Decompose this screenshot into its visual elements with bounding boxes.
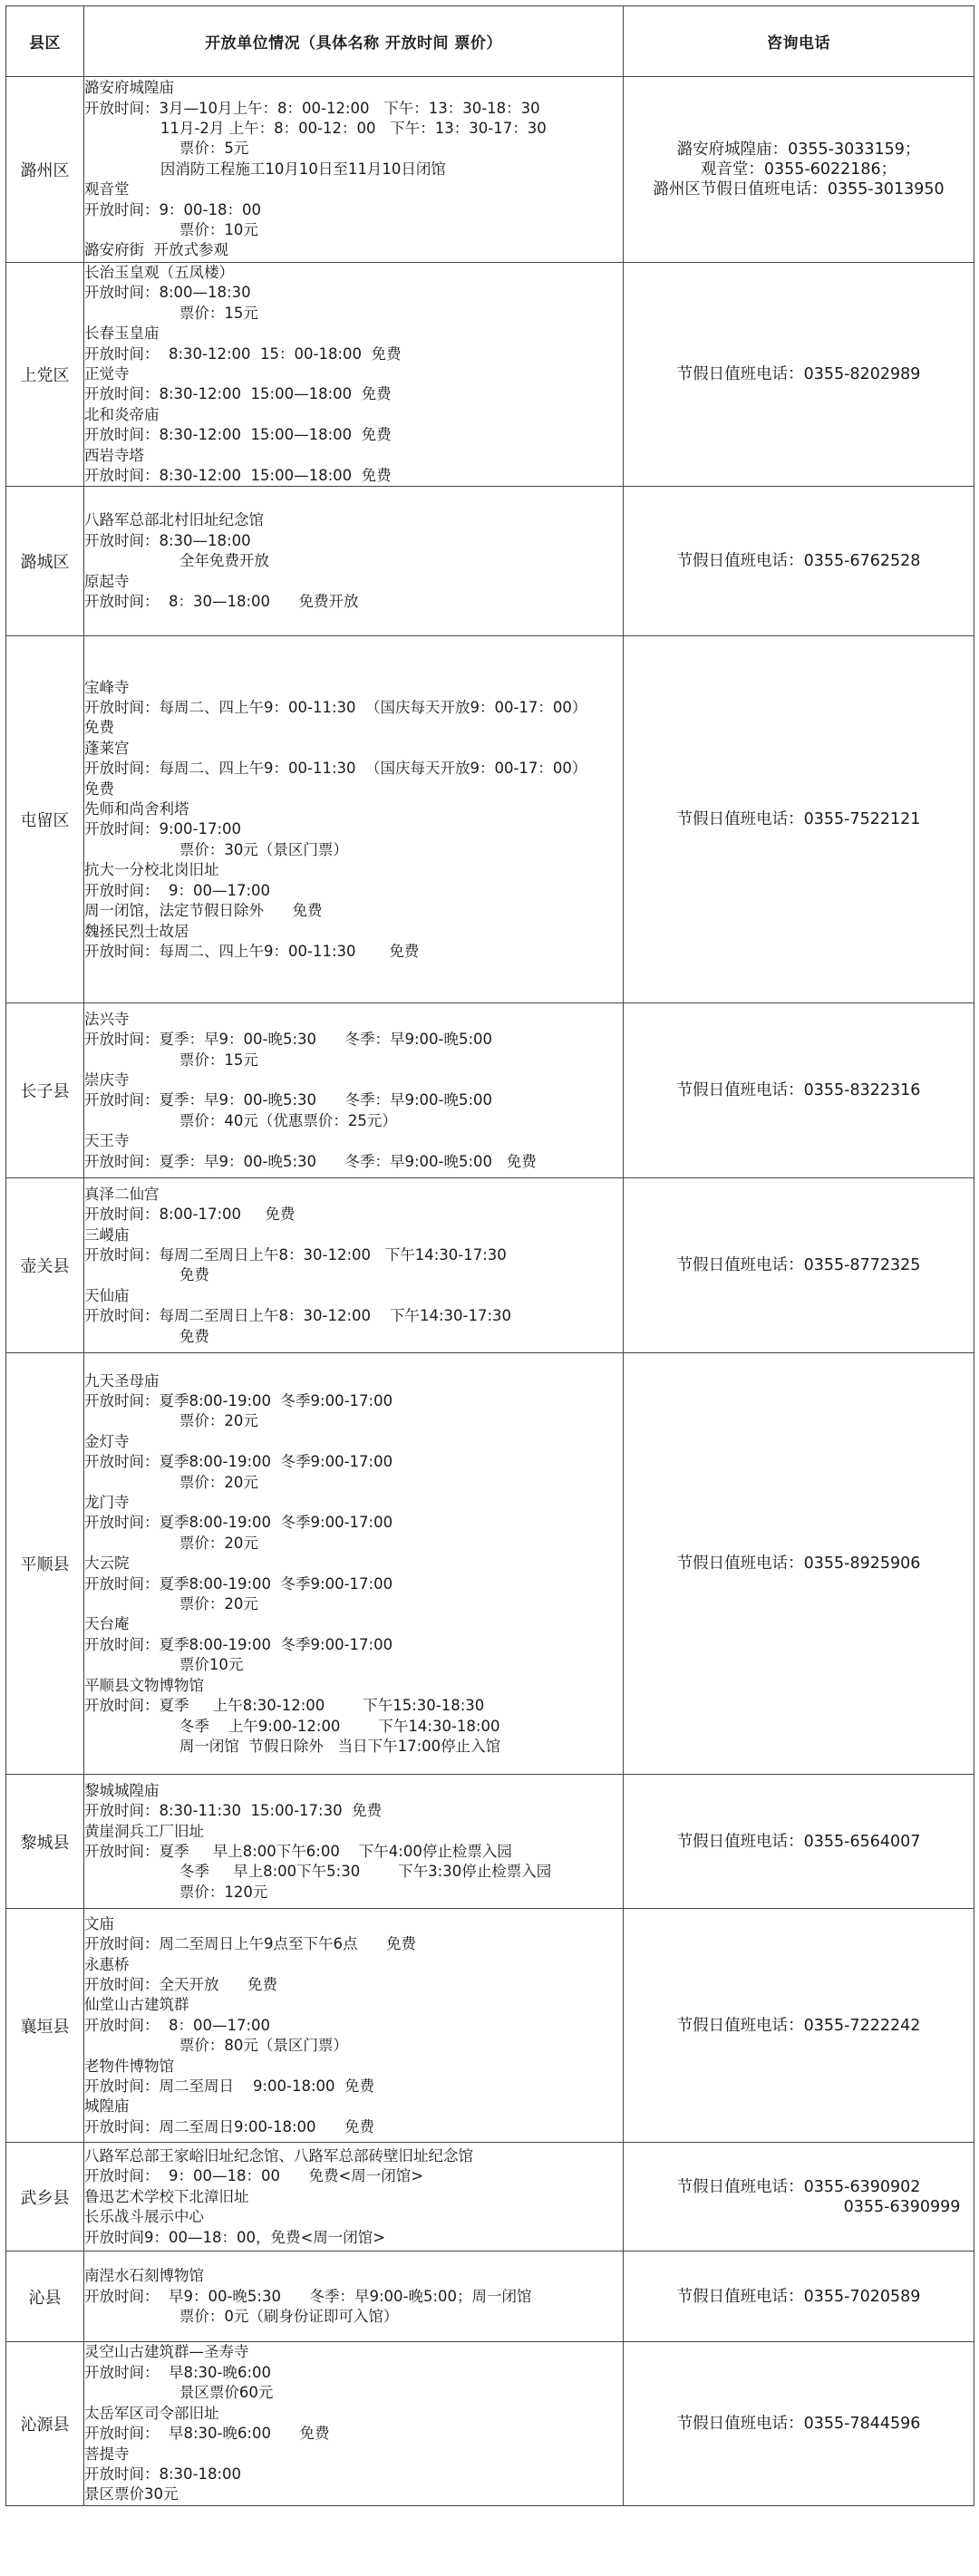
info-line: 开放时间：每周二、四上午9：00-11:30 免费 xyxy=(84,942,420,960)
info-line: 全年免费开放 xyxy=(84,552,269,570)
phone-cell xyxy=(624,1178,974,1353)
info-line: 开放时间：每周二至周日上午8：30-12:00 下午14:30-17:30 xyxy=(84,1246,507,1264)
info-line: 开放时间：8:30-12:00 15:00—18:00 免费 xyxy=(84,467,392,485)
info-line: 开放时间：全天开放 免费 xyxy=(84,1975,277,1993)
info-line: 长乐战斗展示中心 xyxy=(84,2208,204,2226)
info-line: 崇庆寺 xyxy=(84,1071,130,1089)
info-line: 票价：20元 xyxy=(84,1412,258,1430)
info-line: 开放时间：夏季 早上8:00下午6:00 下午4:00停止检票入园 xyxy=(84,1842,512,1860)
county-cell: 平顺县 xyxy=(6,1353,84,1775)
info-line: 票价：10元 xyxy=(84,221,258,239)
info-line: 开放时间：每周二、四上午9：00-11:30 （国庆每天开放9：00-17：00） xyxy=(84,760,587,778)
info-line: 菩提寺 xyxy=(84,2445,130,2463)
header-phone: 咨询电话 xyxy=(624,6,974,77)
info-line: 开放时间： 9：00—17:00 xyxy=(84,881,271,899)
info-line: 抗大一分校北岗旧址 xyxy=(84,861,219,879)
table-row xyxy=(6,2143,974,2252)
info-cell xyxy=(84,77,624,263)
info-line: 开放时间：夏季8:00-19:00 冬季9:00-17:00 xyxy=(84,1574,393,1593)
phone-line: 潞州区节假日值班电话：0355-3013950 xyxy=(653,180,945,199)
county-cell: 武乡县 xyxy=(6,2143,84,2252)
phone-line: 节假日值班电话：0355-6564007 xyxy=(676,1832,921,1851)
info-line: 票价：5元 xyxy=(84,140,249,158)
info-line: 天王寺 xyxy=(84,1132,130,1150)
info-line: 真泽二仙宫 xyxy=(84,1185,160,1203)
info-line: 开放时间：周二至周日9:00-18:00 免费 xyxy=(84,2117,375,2135)
info-cell xyxy=(84,2342,624,2505)
info-line: 开放时间： 早9：00-晚5:30 冬季：早9:00-晚5:00；周一闭馆 xyxy=(84,2287,532,2305)
info-line: 天仙庙 xyxy=(84,1286,130,1304)
info-line: 免费 xyxy=(84,719,114,737)
table-row xyxy=(6,487,974,636)
phone-line: 节假日值班电话：0355-8772325 xyxy=(676,1256,921,1275)
info-line: 开放时间：3月—10月上午：8：00-12:00 下午：13：30-18：30 xyxy=(84,99,540,117)
info-line: 开放时间：夏季8:00-19:00 冬季9:00-17:00 xyxy=(84,1453,393,1471)
info-line: 冬季 早上8:00下午5:30 下午3:30停止检票入园 xyxy=(84,1863,552,1881)
info-line: 免费 xyxy=(84,780,114,798)
info-line: 开放时间：9:00-17:00 xyxy=(84,820,242,838)
info-line: 开放时间：8:30—18:00 xyxy=(84,531,251,549)
info-line: 黎城城隍庙 xyxy=(84,1781,160,1799)
info-line: 开放时间：周二至周日 9:00-18:00 免费 xyxy=(84,2077,375,2095)
table-row xyxy=(6,1775,974,1909)
info-line: 开放时间：夏季：早9：00-晚5:30 冬季：早9:00-晚5:00 免费 xyxy=(84,1152,537,1170)
info-line: 金灯寺 xyxy=(84,1432,130,1450)
info-line: 黄崖洞兵工厂旧址 xyxy=(84,1822,204,1840)
info-cell xyxy=(84,487,624,636)
phone-line: 潞安府城隍庙：0355-3033159； xyxy=(676,140,921,159)
county-cell: 襄垣县 xyxy=(6,1909,84,2143)
info-line: 景区票价30元 xyxy=(84,2485,179,2503)
info-line: 冬季 上午9:00-12:00 下午14:30-18:00 xyxy=(84,1717,500,1735)
county-cell: 潞州区 xyxy=(6,77,84,263)
table-row xyxy=(6,263,974,487)
info-line: 老物件博物馆 xyxy=(84,2057,174,2075)
info-line: 永惠桥 xyxy=(84,1955,130,1973)
info-line: 开放时间： 早8:30-晚6:00 xyxy=(84,2363,272,2381)
info-line: 原起寺 xyxy=(84,572,130,590)
info-line: 票价10元 xyxy=(84,1656,244,1674)
info-line: 天台庵 xyxy=(84,1615,130,1633)
table-header-row xyxy=(6,6,974,77)
info-line: 三嵕庙 xyxy=(84,1225,130,1244)
info-line: 法兴寺 xyxy=(84,1010,130,1028)
phone-line: 节假日值班电话：0355-7522121 xyxy=(676,810,921,829)
info-line: 开放时间：夏季：早9：00-晚5:30 冬季：早9:00-晚5:00 xyxy=(84,1031,493,1049)
phone-cell xyxy=(624,1909,974,2143)
phone-cell xyxy=(624,1353,974,1775)
info-line: 开放时间：8:30-12:00 15:00—18:00 免费 xyxy=(84,385,392,403)
info-line: 周一闭馆，法定节假日除外 免费 xyxy=(84,902,323,920)
info-line: 太岳军区司令部旧址 xyxy=(84,2404,219,2422)
info-cell xyxy=(84,1909,624,2143)
header-info: 开放单位情况（具体名称 开放时间 票价） xyxy=(84,6,624,77)
info-line: 开放时间： 早8:30-晚6:00 免费 xyxy=(84,2425,330,2443)
info-line: 票价：15元 xyxy=(84,1051,258,1069)
info-line: 鲁迅艺术学校下北漳旧址 xyxy=(84,2187,249,2205)
info-line: 九天圣母庙 xyxy=(84,1371,160,1390)
info-cell xyxy=(84,1775,624,1909)
info-line: 平顺县文物博物馆 xyxy=(84,1676,204,1694)
phone-line: 节假日值班电话：0355-8202989 xyxy=(676,365,921,384)
info-line: 八路军总部王家峪旧址纪念馆、八路军总部砖壁旧址纪念馆 xyxy=(84,2146,473,2164)
county-cell: 屯留区 xyxy=(6,636,84,1003)
phone-cell xyxy=(624,2252,974,2342)
info-line: 开放时间：8:30-12:00 15:00—18:00 免费 xyxy=(84,426,392,444)
info-line: 票价：40元（优惠票价：25元） xyxy=(84,1111,397,1129)
info-line: 开放时间：每周二至周日上午8：30-12:00 下午14:30-17:30 xyxy=(84,1307,512,1325)
info-line: 仙堂山古建筑群 xyxy=(84,1996,189,2014)
info-line: 开放时间9：00—18：00，免费<周一闭馆> xyxy=(84,2228,386,2246)
info-cell xyxy=(84,2143,624,2252)
info-line: 蓬莱宫 xyxy=(84,739,130,757)
info-line: 灵空山古建筑群—圣寿寺 xyxy=(84,2343,249,2361)
county-cell: 壶关县 xyxy=(6,1178,84,1353)
info-line: 潞安府街 开放式参观 xyxy=(84,241,228,259)
county-cell: 潞城区 xyxy=(6,487,84,636)
phone-cell xyxy=(624,77,974,263)
info-line: 宝峰寺 xyxy=(84,678,130,696)
info-line: 大云院 xyxy=(84,1554,130,1573)
table-row xyxy=(6,1178,974,1353)
phone-line: 节假日值班电话：0355-6390902 xyxy=(676,2177,921,2196)
phone-cell xyxy=(624,2342,974,2505)
info-line: 八路军总部北村旧址纪念馆 xyxy=(84,511,264,529)
county-cell: 上党区 xyxy=(6,263,84,487)
phone-line: 观音堂：0355-6022186； xyxy=(700,160,897,179)
info-line: 开放时间：夏季：早9：00-晚5:30 冬季：早9:00-晚5:00 xyxy=(84,1091,493,1109)
info-line: 免费 xyxy=(84,1266,209,1284)
info-line: 票价：30元（景区门票） xyxy=(84,840,348,858)
table-row xyxy=(6,1909,974,2143)
info-line: 长治玉皇观（五凤楼） xyxy=(84,264,234,281)
phone-line: 节假日值班电话：0355-6762528 xyxy=(676,552,921,571)
info-line: 长春玉皇庙 xyxy=(84,324,160,343)
info-line: 开放时间：8:30-11:30 15:00-17:30 免费 xyxy=(84,1802,383,1820)
info-line: 开放时间：夏季 上午8:30-12:00 下午15:30-18:30 xyxy=(84,1697,485,1715)
phone-line: 0355-6390999 xyxy=(636,2197,961,2216)
phone-cell xyxy=(624,1775,974,1909)
info-cell xyxy=(84,636,624,1003)
info-line: 观音堂 xyxy=(84,180,130,199)
county-cell: 沁源县 xyxy=(6,2342,84,2505)
info-cell xyxy=(84,2252,624,2342)
info-line: 票价：0元（刷身份证即可入馆） xyxy=(84,2308,399,2326)
info-line: 城隍庙 xyxy=(84,2097,130,2116)
info-line: 开放时间：8:00—18:30 xyxy=(84,284,251,302)
table-row xyxy=(6,2342,974,2505)
table-row xyxy=(6,636,974,1003)
info-cell xyxy=(84,1178,624,1353)
info-line: 票价：20元 xyxy=(84,1534,258,1552)
info-line: 文庙 xyxy=(84,1914,114,1932)
phone-line: 节假日值班电话：0355-7844596 xyxy=(676,2415,921,2434)
table-row xyxy=(6,1353,974,1775)
info-line: 开放时间： 8:30-12:00 15：00-18:00 免费 xyxy=(84,344,402,363)
info-line: 开放时间：周二至周日上午9点至下午6点 免费 xyxy=(84,1935,416,1953)
phone-cell xyxy=(624,1003,974,1178)
info-line: 周一闭馆 节假日除外 当日下午17:00停止入馆 xyxy=(84,1737,501,1755)
info-line: 龙门寺 xyxy=(84,1494,130,1512)
county-cell: 长子县 xyxy=(6,1003,84,1178)
info-line: 票价：20元 xyxy=(84,1595,258,1613)
info-line: 潞安府城隍庙 xyxy=(84,79,174,97)
info-line: 票价：80元（景区门票） xyxy=(84,2037,348,2055)
phone-cell xyxy=(624,636,974,1003)
info-line: 开放时间：9：00-18：00 xyxy=(84,200,261,218)
phone-line: 节假日值班电话：0355-8925906 xyxy=(676,1554,921,1574)
table-body xyxy=(6,77,974,2506)
info-line: 开放时间：8:00-17:00 免费 xyxy=(84,1206,296,1224)
info-line: 正觉寺 xyxy=(84,365,130,383)
info-line: 开放时间： 8：30—18:00 免费开放 xyxy=(84,593,359,611)
info-line: 票价：20元 xyxy=(84,1473,258,1491)
phone-line: 节假日值班电话：0355-7020589 xyxy=(676,2287,921,2306)
info-line: 票价：15元 xyxy=(84,304,258,322)
phone-cell xyxy=(624,487,974,636)
info-line: 南涅水石刻博物馆 xyxy=(84,2267,204,2285)
info-line: 11月-2月 上午：8：00-12：00 下午：13：30-17：30 xyxy=(84,119,547,137)
info-line: 开放时间：每周二、四上午9：00-11:30 （国庆每天开放9：00-17：00） xyxy=(84,699,587,717)
table-row xyxy=(6,1003,974,1178)
table-row xyxy=(6,77,974,263)
header-county: 县区 xyxy=(6,6,84,77)
info-line: 票价：120元 xyxy=(84,1883,268,1901)
info-cell xyxy=(84,263,624,487)
info-line: 北和炎帝庙 xyxy=(84,405,160,423)
scenic-spots-table xyxy=(5,5,974,2506)
phone-cell xyxy=(624,2143,974,2252)
info-line: 免费 xyxy=(84,1327,209,1345)
info-line: 开放时间：夏季8:00-19:00 冬季9:00-17:00 xyxy=(84,1635,393,1653)
info-line: 景区票价60元 xyxy=(84,2384,274,2402)
phone-cell xyxy=(624,263,974,487)
info-cell xyxy=(84,1003,624,1178)
info-line: 开放时间：夏季8:00-19:00 冬季9:00-17:00 xyxy=(84,1392,393,1410)
info-line: 开放时间：8:30-18:00 xyxy=(84,2465,242,2483)
info-line: 先师和尚舍利塔 xyxy=(84,800,189,818)
info-cell xyxy=(84,1353,624,1775)
info-line: 开放时间：夏季8:00-19:00 冬季9:00-17:00 xyxy=(84,1514,393,1532)
info-line: 因消防工程施工10月10日至11月10日闭馆 xyxy=(84,160,446,178)
info-line: 西岩寺塔 xyxy=(84,446,144,464)
phone-line: 节假日值班电话：0355-7222242 xyxy=(676,2016,921,2035)
county-cell: 黎城县 xyxy=(6,1775,84,1909)
county-cell: 沁县 xyxy=(6,2252,84,2342)
info-line: 开放时间： 9：00—18：00 免费<周一闭馆> xyxy=(84,2167,424,2185)
phone-line: 节假日值班电话：0355-8322316 xyxy=(676,1081,921,1100)
info-line: 魏拯民烈士故居 xyxy=(84,922,189,940)
info-line: 开放时间： 8：00—17:00 xyxy=(84,2016,271,2034)
table-row xyxy=(6,2252,974,2342)
